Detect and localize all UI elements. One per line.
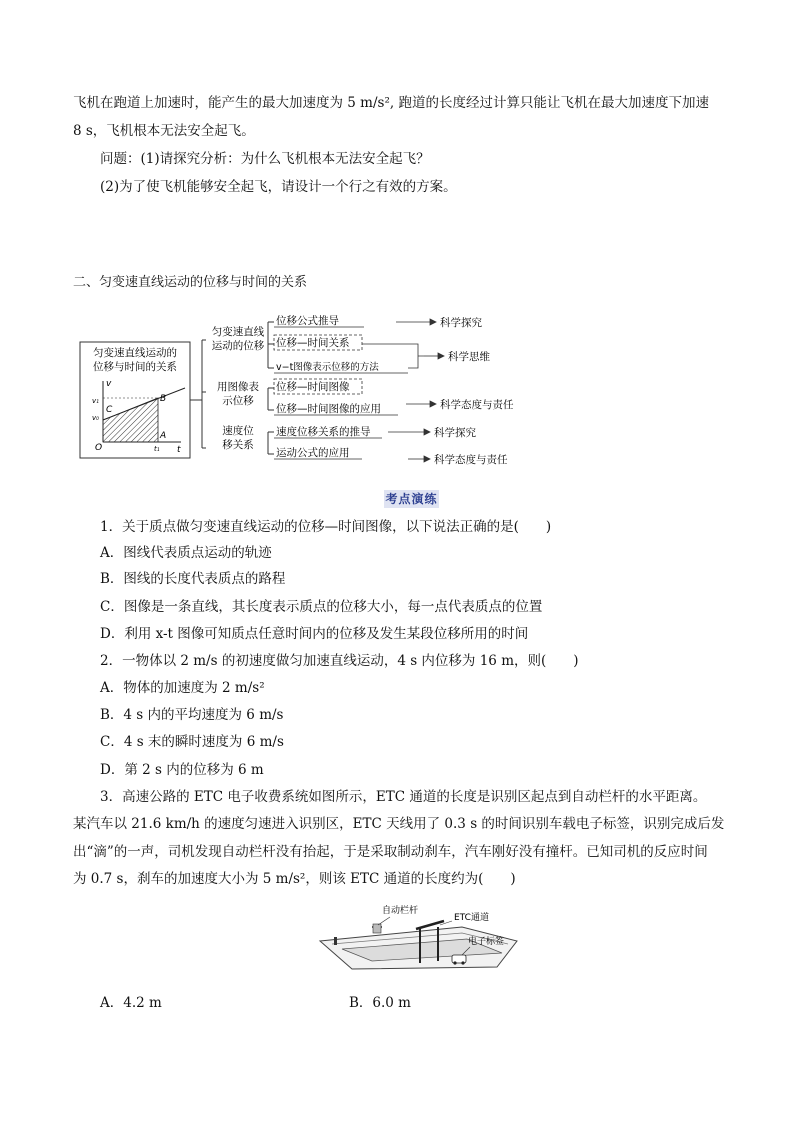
q3-option-a: A．4.2 m: [100, 995, 162, 1011]
q1-option-a: A．图线代表质点运动的轨迹: [100, 545, 272, 561]
etc-figure: [312, 897, 522, 979]
q1-option-b: B．图线的长度代表质点的路程: [100, 571, 286, 587]
start-marker: [334, 937, 337, 945]
label-gate: 自动栏杆: [382, 906, 419, 916]
group-2-label-1: 用图像表: [217, 381, 259, 393]
q3-line-3: 出“滴”的一声，司机发现自动栏杆没有抬起，于是采取制动刹车，汽车刚好没有撞杆。已知司机的反应时间: [73, 844, 708, 860]
v1-label: v₁: [92, 397, 99, 405]
label-tag: 电子标签: [468, 937, 505, 947]
q1-option-d: D．利用 x-t 图像可知质点任意时间内的位移及发生某段位移所用的时间: [100, 626, 529, 642]
item-7: 运动公式的应用: [276, 447, 350, 459]
root-title-2: 位移与时间的关系: [93, 361, 177, 373]
exercise-tag: 考点演练: [385, 492, 438, 506]
q1-option-c: C．图像是一条直线，其长度表示质点的位移大小，每一点代表质点的位置: [100, 599, 543, 615]
intro-line-1: 飞机在跑道上加速时，能产生的最大加速度为 5 m/s², 跑道的长度经过计算只能让飞机在最大加速度下加速: [73, 95, 709, 111]
group-3-brace: [268, 432, 274, 454]
outcome-3: 科学态度与责任: [440, 399, 514, 411]
q3-line-2: 某汽车以 21.6 km/h 的速度匀速进入识别区，ETC 天线用了 0.3 s 的时间识别车载电子标签，识别完成后发: [73, 816, 725, 832]
group-2-brace: [268, 388, 274, 410]
point-C-label: C: [106, 405, 113, 415]
outcome-4: 科学探究: [434, 427, 476, 439]
q3-line-1: 3．高速公路的 ETC 电子收费系统如图所示，ETC 通道的长度是识别区起点到自动栏杆的水平距离。: [100, 789, 707, 805]
group-3-label-2: 移关系: [222, 439, 254, 451]
t1-label: t₁: [154, 445, 160, 453]
t-axis-label: t: [177, 445, 181, 455]
q3-option-b: B．6.0 m: [349, 995, 411, 1011]
etc-gantry: [416, 921, 444, 929]
outcome-5: 科学态度与责任: [434, 454, 508, 466]
intro-question-2: (2)为了使飞机能够安全起飞，请设计一个行之有效的方案。: [100, 179, 457, 195]
point-B-label: B: [160, 394, 167, 404]
q2-option-c: C．4 s 末的瞬时速度为 6 m/s: [100, 734, 284, 750]
item-6: 速度位移关系的推导: [276, 426, 371, 438]
v-axis-label: v: [106, 379, 112, 389]
item-2: 位移—时间关系: [276, 337, 350, 349]
intro-line-2: 8 s，飞机根本无法安全起飞。: [73, 123, 255, 139]
v0-label: v₀: [92, 414, 99, 422]
point-A-label: A: [160, 431, 167, 441]
group-3-label-1: 速度位: [222, 425, 254, 437]
origin-label: O: [95, 443, 103, 453]
q2-option-b: B．4 s 内的平均速度为 6 m/s: [100, 707, 284, 723]
mindmap-diagram: [78, 308, 538, 473]
item-1: 位移公式推导: [276, 315, 339, 327]
root-brace: [190, 340, 206, 448]
barrier-box: [373, 924, 381, 933]
q3-line-4: 为 0.7 s，刹车的加速度大小为 5 m/s²，则该 ETC 通道的长度约为( ): [73, 871, 516, 887]
group-2-label-2: 示位移: [222, 395, 254, 407]
q2-option-a: A．物体的加速度为 2 m/s²: [100, 680, 265, 696]
item-5: 位移—时间图像的应用: [276, 403, 381, 415]
group-1-label-2: 运动的位移: [211, 340, 265, 352]
q2-option-d: D．第 2 s 内的位移为 6 m: [100, 762, 264, 778]
q2-stem: 2．一物体以 2 m/s 的初速度做匀加速直线运动，4 s 内位移为 16 m，则( ): [100, 653, 579, 669]
intro-question-1: 问题：(1)请探究分析：为什么飞机根本无法安全起飞？: [100, 151, 430, 167]
label-etc: ETC通道: [454, 913, 489, 923]
group-1-brace: [268, 322, 274, 368]
outcome-2: 科学思维: [448, 351, 490, 363]
item-4: 位移—时间图像: [276, 381, 350, 393]
item-3: v−t图像表示位移的方法: [276, 362, 379, 373]
group-1-label-1: 匀变速直线: [211, 326, 265, 338]
outcome-1: 科学探究: [440, 317, 482, 329]
q1-stem: 1．关于质点做匀变速直线运动的位移—时间图像，以下说法正确的是( ): [100, 519, 552, 535]
section-title: 二、匀变速直线运动的位移与时间的关系: [73, 275, 308, 290]
root-title-1: 匀变速直线运动的: [93, 347, 177, 359]
